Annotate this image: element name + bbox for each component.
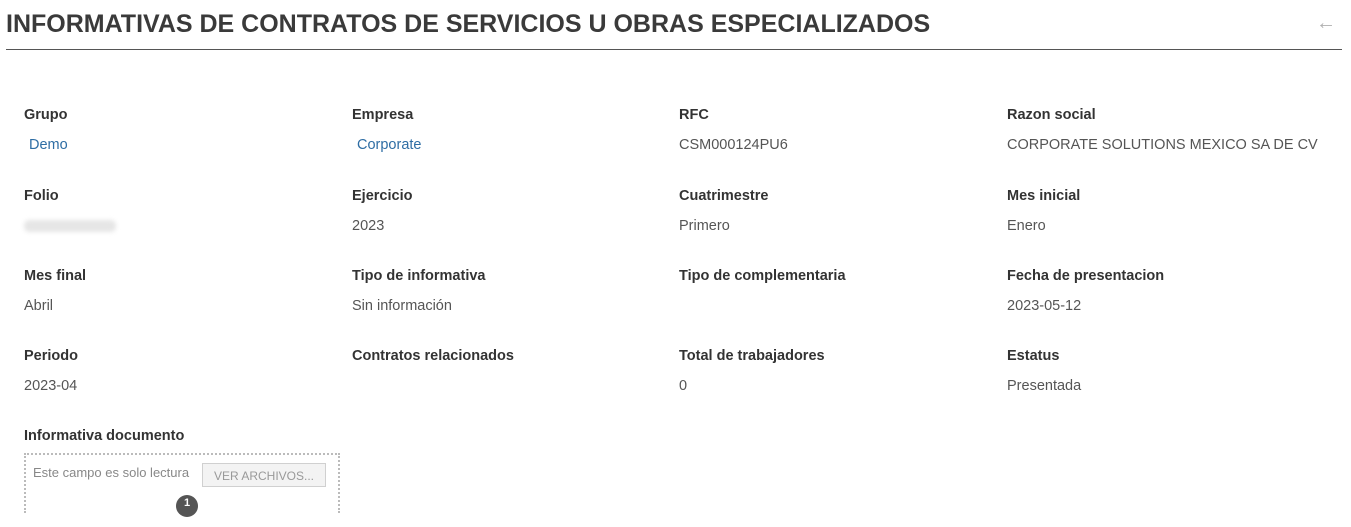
field-label: Estatus <box>1007 348 1060 364</box>
field-value: 2023-04 <box>24 378 78 394</box>
field-label: Folio <box>24 188 59 204</box>
field-fecha-presentacion <box>1007 268 1327 316</box>
field-rfc <box>679 107 999 155</box>
field-value <box>352 378 672 396</box>
field-ejercicio <box>352 188 672 236</box>
empresa-link[interactable]: Corporate <box>357 137 422 153</box>
field-label: Empresa <box>352 107 414 123</box>
field-label: RFC <box>679 107 709 123</box>
page-title: INFORMATIVAS DE CONTRATOS DE SERVICIOS U OBRAS ESPECIALIZADOS <box>6 10 931 38</box>
field-cuatrimestre <box>679 188 999 236</box>
field-label: Cuatrimestre <box>679 188 769 204</box>
field-value: 2023 <box>352 218 385 234</box>
field-estatus <box>1007 348 1327 396</box>
field-label: Tipo de complementaria <box>679 268 846 284</box>
field-value: Sin información <box>352 298 452 314</box>
field-label: Contratos relacionados <box>352 348 514 364</box>
field-label: Ejercicio <box>352 188 413 204</box>
field-label: Razon social <box>1007 107 1096 123</box>
field-tipo-informativa <box>352 268 672 316</box>
field-value: Primero <box>679 218 730 234</box>
field-informativa-documento <box>24 428 344 444</box>
field-value: CSM000124PU6 <box>679 137 788 153</box>
field-label: Mes final <box>24 268 87 284</box>
field-razon-social <box>1007 107 1347 155</box>
field-folio <box>24 188 344 236</box>
page-header <box>6 0 1342 50</box>
field-value: CORPORATE SOLUTIONS MEXICO SA DE CV <box>1007 137 1318 153</box>
field-value <box>679 298 999 316</box>
document-dropzone <box>24 453 340 513</box>
grupo-link[interactable]: Demo <box>29 137 68 153</box>
back-arrow-icon[interactable]: ← <box>1316 12 1336 34</box>
field-empresa <box>352 107 672 155</box>
field-label: Periodo <box>24 348 78 364</box>
field-value: 2023-05-12 <box>1007 298 1082 314</box>
field-value: 0 <box>679 378 688 394</box>
field-mes-inicial <box>1007 188 1327 236</box>
view-files-button[interactable]: VER ARCHIVOS... <box>202 463 326 487</box>
field-value: Presentada <box>1007 378 1082 394</box>
field-periodo <box>24 348 344 396</box>
field-label: Tipo de informativa <box>352 268 486 284</box>
field-value: Enero <box>1007 218 1046 234</box>
field-mes-final <box>24 268 344 316</box>
document-placeholder: Este campo es solo lectura <box>33 465 190 480</box>
field-contratos-relacionados <box>352 348 672 396</box>
field-label: Total de trabajadores <box>679 348 825 364</box>
redacted-value <box>24 220 116 232</box>
field-tipo-complementaria <box>679 268 999 316</box>
file-count-badge: 1 <box>176 495 198 517</box>
field-label: Fecha de presentacion <box>1007 268 1165 284</box>
field-label: Grupo <box>24 107 68 123</box>
field-value: Abril <box>24 298 54 314</box>
field-label: Mes inicial <box>1007 188 1081 204</box>
field-label: Informativa documento <box>24 428 185 444</box>
field-grupo <box>24 107 344 155</box>
field-total-trabajadores <box>679 348 999 396</box>
